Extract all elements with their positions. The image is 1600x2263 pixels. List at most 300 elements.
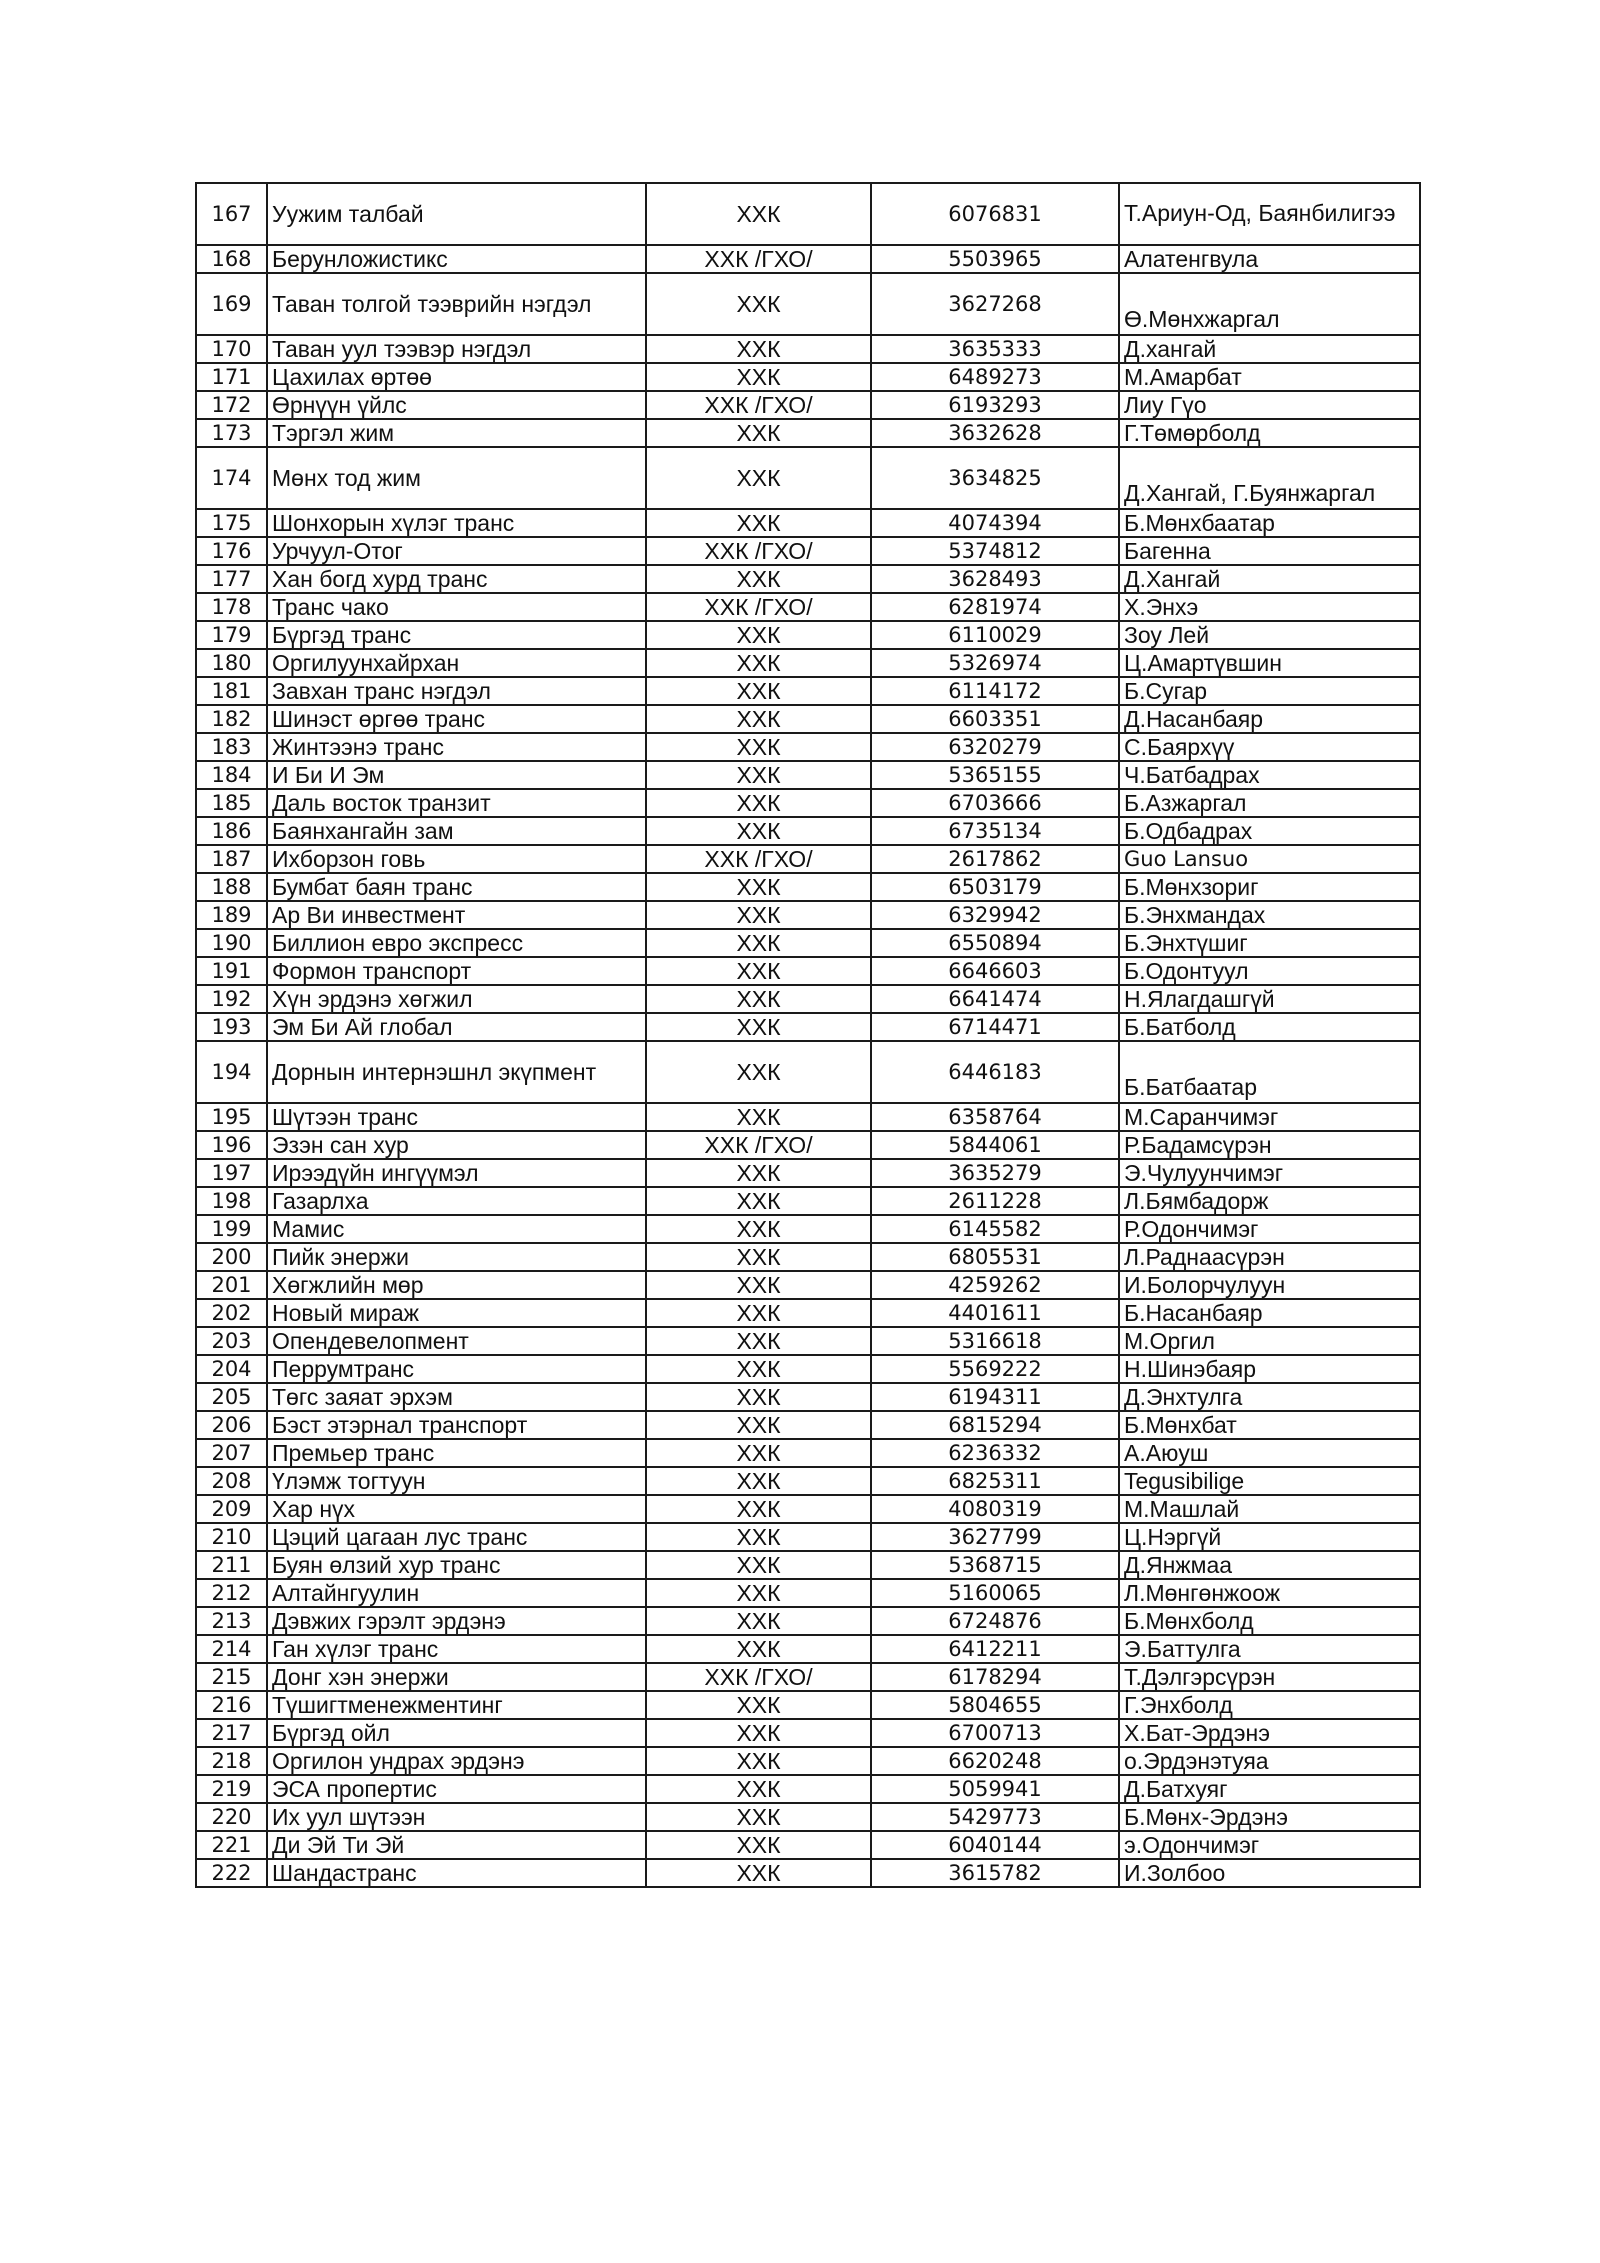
registration-number-cell: 6714471 (871, 1013, 1119, 1041)
company-name-cell: Хүн эрдэнэ хөгжил (267, 985, 646, 1013)
director-cell: Ч.Батбадрах (1119, 761, 1420, 789)
company-name-cell: Шинэст өргөө транс (267, 705, 646, 733)
registration-number-cell: 6700713 (871, 1719, 1119, 1747)
row-number-cell: 218 (196, 1747, 267, 1775)
registration-number-cell: 6193293 (871, 391, 1119, 419)
row-number-cell: 177 (196, 565, 267, 593)
director-cell: Д.Янжмаа (1119, 1551, 1420, 1579)
table-row (196, 1607, 1420, 1635)
table-row (196, 1859, 1420, 1887)
registration-number-cell: 4080319 (871, 1495, 1119, 1523)
table-row (196, 1663, 1420, 1691)
director-cell: Г.Энхболд (1119, 1691, 1420, 1719)
company-type-cell: ХХК /ГХО/ (646, 845, 871, 873)
company-type-cell: ХХК (646, 1103, 871, 1131)
company-type-cell: ХХК (646, 1579, 871, 1607)
director-cell: Багенна (1119, 537, 1420, 565)
company-name-cell: Завхан транс нэгдэл (267, 677, 646, 705)
table-row (196, 1579, 1420, 1607)
company-type-cell: ХХК (646, 363, 871, 391)
table-row (196, 817, 1420, 845)
director-cell: Х.Энхэ (1119, 593, 1420, 621)
company-type-cell: ХХК (646, 1299, 871, 1327)
director-cell: Д.хангай (1119, 335, 1420, 363)
table-row (196, 1775, 1420, 1803)
registration-number-cell: 5503965 (871, 245, 1119, 273)
director-cell: Б.Мөнхбат (1119, 1411, 1420, 1439)
row-number-cell: 190 (196, 929, 267, 957)
company-name-cell: Төгс заяат эрхэм (267, 1383, 646, 1411)
company-type-cell: ХХК (646, 565, 871, 593)
company-name-cell: Алтайнгуулин (267, 1579, 646, 1607)
registration-number-cell: 4259262 (871, 1271, 1119, 1299)
director-cell: Д.Батхуяг (1119, 1775, 1420, 1803)
row-number-cell: 204 (196, 1355, 267, 1383)
company-name-cell: Даль восток транзит (267, 789, 646, 817)
table-row (196, 1187, 1420, 1215)
row-number-cell: 183 (196, 733, 267, 761)
company-name-cell: Дэвжих гэрэлт эрдэнэ (267, 1607, 646, 1635)
company-name-cell: Перрумтранс (267, 1355, 646, 1383)
table-row (196, 1691, 1420, 1719)
company-name-cell: Шонхорын хүлэг транс (267, 509, 646, 537)
director-cell: Н.Ялагдашгүй (1119, 985, 1420, 1013)
row-number-cell: 221 (196, 1831, 267, 1859)
director-cell: Лиу Гүо (1119, 391, 1420, 419)
company-name-cell: Ирээдүйн ингүүмэл (267, 1159, 646, 1187)
company-name-cell: Ихборзон говь (267, 845, 646, 873)
registration-number-cell: 6724876 (871, 1607, 1119, 1635)
registration-number-cell: 5374812 (871, 537, 1119, 565)
row-number-cell: 193 (196, 1013, 267, 1041)
company-type-cell: ХХК (646, 1187, 871, 1215)
registration-number-cell: 3635333 (871, 335, 1119, 363)
director-cell: С.Баярхүү (1119, 733, 1420, 761)
table-row (196, 183, 1420, 245)
row-number-cell: 185 (196, 789, 267, 817)
director-cell: Б.Мөнхбаатар (1119, 509, 1420, 537)
table-row (196, 1495, 1420, 1523)
director-cell: И.Болорчулуун (1119, 1271, 1420, 1299)
company-type-cell: ХХК (646, 957, 871, 985)
director-cell: Б.Энхмандах (1119, 901, 1420, 929)
company-type-cell: ХХК (646, 419, 871, 447)
table-row (196, 1635, 1420, 1663)
registration-number-cell: 5365155 (871, 761, 1119, 789)
company-type-cell: ХХК (646, 509, 871, 537)
registration-number-cell: 3628493 (871, 565, 1119, 593)
director-cell: Б.Одонтуул (1119, 957, 1420, 985)
table-row (196, 335, 1420, 363)
company-type-cell: ХХК (646, 1719, 871, 1747)
company-type-cell: ХХК (646, 1041, 871, 1103)
company-name-cell: Үлэмж тогтуун (267, 1467, 646, 1495)
company-type-cell: ХХК (646, 1607, 871, 1635)
company-type-cell: ХХК (646, 1411, 871, 1439)
director-cell: М.Амарбат (1119, 363, 1420, 391)
row-number-cell: 169 (196, 273, 267, 335)
table-row (196, 1411, 1420, 1439)
row-number-cell: 216 (196, 1691, 267, 1719)
registration-number-cell: 5316618 (871, 1327, 1119, 1355)
registration-number-cell: 3635279 (871, 1159, 1119, 1187)
director-cell: Р.Бадамсүрэн (1119, 1131, 1420, 1159)
row-number-cell: 178 (196, 593, 267, 621)
row-number-cell: 200 (196, 1243, 267, 1271)
company-type-cell: ХХК (646, 1467, 871, 1495)
company-type-cell: ХХК (646, 1635, 871, 1663)
company-name-cell: Бумбат баян транс (267, 873, 646, 901)
table-row (196, 245, 1420, 273)
registration-number-cell: 3632628 (871, 419, 1119, 447)
row-number-cell: 181 (196, 677, 267, 705)
company-type-cell: ХХК (646, 1523, 871, 1551)
company-type-cell: ХХК /ГХО/ (646, 537, 871, 565)
company-name-cell: Премьер транс (267, 1439, 646, 1467)
table-row (196, 705, 1420, 733)
company-type-cell: ХХК (646, 1691, 871, 1719)
company-name-cell: ЭСА пропертис (267, 1775, 646, 1803)
company-name-cell: Эм Би Ай глобал (267, 1013, 646, 1041)
director-cell: Х.Бат-Эрдэнэ (1119, 1719, 1420, 1747)
table-body (196, 183, 1420, 1887)
company-name-cell: Пийк энержи (267, 1243, 646, 1271)
company-name-cell: Хөгжлийн мөр (267, 1271, 646, 1299)
table-row (196, 1041, 1420, 1103)
registration-number-cell: 6446183 (871, 1041, 1119, 1103)
table-row (196, 1327, 1420, 1355)
company-name-cell: Берунложистикс (267, 245, 646, 273)
company-name-cell: Түшигтменежментинг (267, 1691, 646, 1719)
director-cell: Э.Чулуунчимэг (1119, 1159, 1420, 1187)
company-type-cell: ХХК /ГХО/ (646, 593, 871, 621)
registration-number-cell: 6358764 (871, 1103, 1119, 1131)
row-number-cell: 215 (196, 1663, 267, 1691)
company-name-cell: Их уул шүтээн (267, 1803, 646, 1831)
row-number-cell: 171 (196, 363, 267, 391)
row-number-cell: 206 (196, 1411, 267, 1439)
company-name-cell: Цахилах өртөө (267, 363, 646, 391)
table-row (196, 1243, 1420, 1271)
company-type-cell: ХХК (646, 1495, 871, 1523)
registration-number-cell: 6145582 (871, 1215, 1119, 1243)
company-type-cell: ХХК (646, 1013, 871, 1041)
director-cell: Б.Энхтүшиг (1119, 929, 1420, 957)
company-type-cell: ХХК (646, 901, 871, 929)
registration-number-cell: 5804655 (871, 1691, 1119, 1719)
director-cell: Д.Хангай (1119, 565, 1420, 593)
registration-number-cell: 6815294 (871, 1411, 1119, 1439)
company-type-cell: ХХК /ГХО/ (646, 391, 871, 419)
table-row (196, 1551, 1420, 1579)
row-number-cell: 214 (196, 1635, 267, 1663)
row-number-cell: 179 (196, 621, 267, 649)
registration-number-cell: 6329942 (871, 901, 1119, 929)
table-row (196, 1299, 1420, 1327)
company-name-cell: Шүтээн транс (267, 1103, 646, 1131)
row-number-cell: 212 (196, 1579, 267, 1607)
company-name-cell: Бүргэд транс (267, 621, 646, 649)
registration-number-cell: 6550894 (871, 929, 1119, 957)
company-type-cell: ХХК (646, 677, 871, 705)
director-cell: Д.Насанбаяр (1119, 705, 1420, 733)
row-number-cell: 188 (196, 873, 267, 901)
registration-number-cell: 5429773 (871, 1803, 1119, 1831)
row-number-cell: 168 (196, 245, 267, 273)
company-name-cell: Таван уул тээвэр нэгдэл (267, 335, 646, 363)
director-cell: Р.Одончимэг (1119, 1215, 1420, 1243)
table-row (196, 957, 1420, 985)
registration-number-cell: 6320279 (871, 733, 1119, 761)
company-name-cell: Мөнх тод жим (267, 447, 646, 509)
company-type-cell: ХХК /ГХО/ (646, 245, 871, 273)
company-name-cell: Тэргэл жим (267, 419, 646, 447)
table-row (196, 273, 1420, 335)
company-name-cell: Өрнүүн үйлс (267, 391, 646, 419)
company-type-cell: ХХК (646, 1831, 871, 1859)
company-name-cell: Баянхангайн зам (267, 817, 646, 845)
table-row (196, 363, 1420, 391)
company-name-cell: Биллион евро экспресс (267, 929, 646, 957)
director-cell: Б.Мөнхзориг (1119, 873, 1420, 901)
director-cell: Л.Раднаасүрэн (1119, 1243, 1420, 1271)
row-number-cell: 210 (196, 1523, 267, 1551)
registration-number-cell: 6194311 (871, 1383, 1119, 1411)
row-number-cell: 217 (196, 1719, 267, 1747)
company-name-cell: Новый мираж (267, 1299, 646, 1327)
company-name-cell: Хан богд хурд транс (267, 565, 646, 593)
director-cell: Б.Батбаатар (1119, 1041, 1420, 1103)
registration-number-cell: 6503179 (871, 873, 1119, 901)
registration-number-cell: 6646603 (871, 957, 1119, 985)
company-name-cell: Ган хүлэг транс (267, 1635, 646, 1663)
table-row (196, 1831, 1420, 1859)
director-cell: Ц.Амартүвшин (1119, 649, 1420, 677)
company-type-cell: ХХК (646, 761, 871, 789)
company-type-cell: ХХК (646, 1859, 871, 1887)
company-name-cell: Опендевелопмент (267, 1327, 646, 1355)
row-number-cell: 207 (196, 1439, 267, 1467)
registration-number-cell: 6040144 (871, 1831, 1119, 1859)
company-type-cell: ХХК (646, 1271, 871, 1299)
company-type-cell: ХХК (646, 335, 871, 363)
company-type-cell: ХХК (646, 789, 871, 817)
row-number-cell: 205 (196, 1383, 267, 1411)
row-number-cell: 174 (196, 447, 267, 509)
row-number-cell: 208 (196, 1467, 267, 1495)
company-name-cell: Урчуул-Отог (267, 537, 646, 565)
registration-number-cell: 6110029 (871, 621, 1119, 649)
company-type-cell: ХХК (646, 817, 871, 845)
company-name-cell: Оргилуунхайрхан (267, 649, 646, 677)
company-type-cell: ХХК (646, 929, 871, 957)
table-row (196, 789, 1420, 817)
company-name-cell: Бүргэд ойл (267, 1719, 646, 1747)
director-cell: Э.Баттулга (1119, 1635, 1420, 1663)
company-type-cell: ХХК (646, 621, 871, 649)
row-number-cell: 195 (196, 1103, 267, 1131)
company-name-cell: И Би И Эм (267, 761, 646, 789)
company-name-cell: Формон транспорт (267, 957, 646, 985)
company-name-cell: Бэст этэрнал транспорт (267, 1411, 646, 1439)
row-number-cell: 172 (196, 391, 267, 419)
company-type-cell: ХХК (646, 1439, 871, 1467)
company-type-cell: ХХК (646, 1747, 871, 1775)
director-cell: Алатенгвула (1119, 245, 1420, 273)
row-number-cell: 184 (196, 761, 267, 789)
director-cell: Ц.Нэргүй (1119, 1523, 1420, 1551)
registration-number-cell: 4074394 (871, 509, 1119, 537)
registration-number-cell: 3627268 (871, 273, 1119, 335)
company-type-cell: ХХК (646, 1551, 871, 1579)
row-number-cell: 189 (196, 901, 267, 929)
company-type-cell: ХХК (646, 873, 871, 901)
row-number-cell: 203 (196, 1327, 267, 1355)
row-number-cell: 213 (196, 1607, 267, 1635)
company-type-cell: ХХК (646, 273, 871, 335)
table-row (196, 929, 1420, 957)
director-cell: А.Аюуш (1119, 1439, 1420, 1467)
company-name-cell: Дорнын интернэшнл экүпмент (267, 1041, 646, 1103)
company-name-cell: Мамис (267, 1215, 646, 1243)
table-row (196, 677, 1420, 705)
company-name-cell: Шандастранс (267, 1859, 646, 1887)
registration-number-cell: 6825311 (871, 1467, 1119, 1495)
row-number-cell: 167 (196, 183, 267, 245)
table-row (196, 649, 1420, 677)
table-row (196, 1383, 1420, 1411)
company-name-cell: Буян өлзий хур транс (267, 1551, 646, 1579)
table-row (196, 593, 1420, 621)
row-number-cell: 222 (196, 1859, 267, 1887)
row-number-cell: 186 (196, 817, 267, 845)
director-cell: Д.Энхтулга (1119, 1383, 1420, 1411)
company-name-cell: Хар нүх (267, 1495, 646, 1523)
registration-number-cell: 6805531 (871, 1243, 1119, 1271)
row-number-cell: 198 (196, 1187, 267, 1215)
registration-number-cell: 5844061 (871, 1131, 1119, 1159)
table-row (196, 1013, 1420, 1041)
table-row (196, 565, 1420, 593)
registration-number-cell: 6412211 (871, 1635, 1119, 1663)
row-number-cell: 191 (196, 957, 267, 985)
director-cell: И.Золбоо (1119, 1859, 1420, 1887)
registration-number-cell: 6236332 (871, 1439, 1119, 1467)
table-row (196, 1747, 1420, 1775)
table-row (196, 1439, 1420, 1467)
registration-number-cell: 3615782 (871, 1859, 1119, 1887)
director-cell: Б.Мөнхболд (1119, 1607, 1420, 1635)
director-cell: Зоу Лей (1119, 621, 1420, 649)
company-type-cell: ХХК (646, 1159, 871, 1187)
company-type-cell: ХХК (646, 1383, 871, 1411)
company-type-cell: ХХК (646, 1215, 871, 1243)
company-register-table (195, 182, 1421, 1888)
row-number-cell: 196 (196, 1131, 267, 1159)
table-row (196, 1271, 1420, 1299)
director-cell: Б.Насанбаяр (1119, 1299, 1420, 1327)
row-number-cell: 199 (196, 1215, 267, 1243)
company-type-cell: ХХК /ГХО/ (646, 1131, 871, 1159)
registration-number-cell: 6114172 (871, 677, 1119, 705)
director-cell: М.Оргил (1119, 1327, 1420, 1355)
registration-number-cell: 5059941 (871, 1775, 1119, 1803)
company-type-cell: ХХК (646, 1243, 871, 1271)
company-name-cell: Уужим талбай (267, 183, 646, 245)
registration-number-cell: 6489273 (871, 363, 1119, 391)
registration-number-cell: 2611228 (871, 1187, 1119, 1215)
table-row (196, 901, 1420, 929)
table-row (196, 391, 1420, 419)
row-number-cell: 175 (196, 509, 267, 537)
row-number-cell: 176 (196, 537, 267, 565)
table-row (196, 509, 1420, 537)
company-type-cell: ХХК (646, 649, 871, 677)
table-row (196, 621, 1420, 649)
table-row (196, 1355, 1420, 1383)
company-name-cell: Транс чако (267, 593, 646, 621)
row-number-cell: 220 (196, 1803, 267, 1831)
table-row (196, 845, 1420, 873)
director-cell: Л.Мөнгөнжоож (1119, 1579, 1420, 1607)
company-type-cell: ХХК (646, 1803, 871, 1831)
company-name-cell: Ди Эй Ти Эй (267, 1831, 646, 1859)
row-number-cell: 211 (196, 1551, 267, 1579)
registration-number-cell: 5569222 (871, 1355, 1119, 1383)
director-cell: Б.Азжаргал (1119, 789, 1420, 817)
table-row (196, 733, 1420, 761)
company-name-cell: Ар Ви инвестмент (267, 901, 646, 929)
row-number-cell: 180 (196, 649, 267, 677)
company-name-cell: Жинтээнэ транс (267, 733, 646, 761)
row-number-cell: 209 (196, 1495, 267, 1523)
table-row (196, 1131, 1420, 1159)
company-type-cell: ХХК (646, 705, 871, 733)
director-cell: э.Одончимэг (1119, 1831, 1420, 1859)
director-cell: Л.Бямбадорж (1119, 1187, 1420, 1215)
director-cell: Т.Ариун-Од, Баянбилигээ (1119, 183, 1420, 245)
director-cell: Б.Батболд (1119, 1013, 1420, 1041)
company-type-cell: ХХК (646, 1355, 871, 1383)
table-row (196, 419, 1420, 447)
company-type-cell: ХХК (646, 733, 871, 761)
table-row (196, 761, 1420, 789)
director-cell: Н.Шинэбаяр (1119, 1355, 1420, 1383)
table-row (196, 537, 1420, 565)
registration-number-cell: 3634825 (871, 447, 1119, 509)
row-number-cell: 173 (196, 419, 267, 447)
company-name-cell: Эзэн сан хур (267, 1131, 646, 1159)
table-row (196, 1159, 1420, 1187)
table-row (196, 1103, 1420, 1131)
table-row (196, 1467, 1420, 1495)
registration-number-cell: 5160065 (871, 1579, 1119, 1607)
company-name-cell: Оргилон ундрах эрдэнэ (267, 1747, 646, 1775)
director-cell: Ө.Мөнхжаргал (1119, 273, 1420, 335)
registration-number-cell: 6281974 (871, 593, 1119, 621)
company-type-cell: ХХК (646, 985, 871, 1013)
company-type-cell: ХХК (646, 1775, 871, 1803)
company-type-cell: ХХК (646, 447, 871, 509)
table-row (196, 1523, 1420, 1551)
table-row (196, 1215, 1420, 1243)
director-cell: о.Эрдэнэтуяа (1119, 1747, 1420, 1775)
registration-number-cell: 3627799 (871, 1523, 1119, 1551)
registration-number-cell: 6641474 (871, 985, 1119, 1013)
director-cell: Б.Одбадрах (1119, 817, 1420, 845)
registration-number-cell: 6703666 (871, 789, 1119, 817)
company-type-cell: ХХК (646, 183, 871, 245)
